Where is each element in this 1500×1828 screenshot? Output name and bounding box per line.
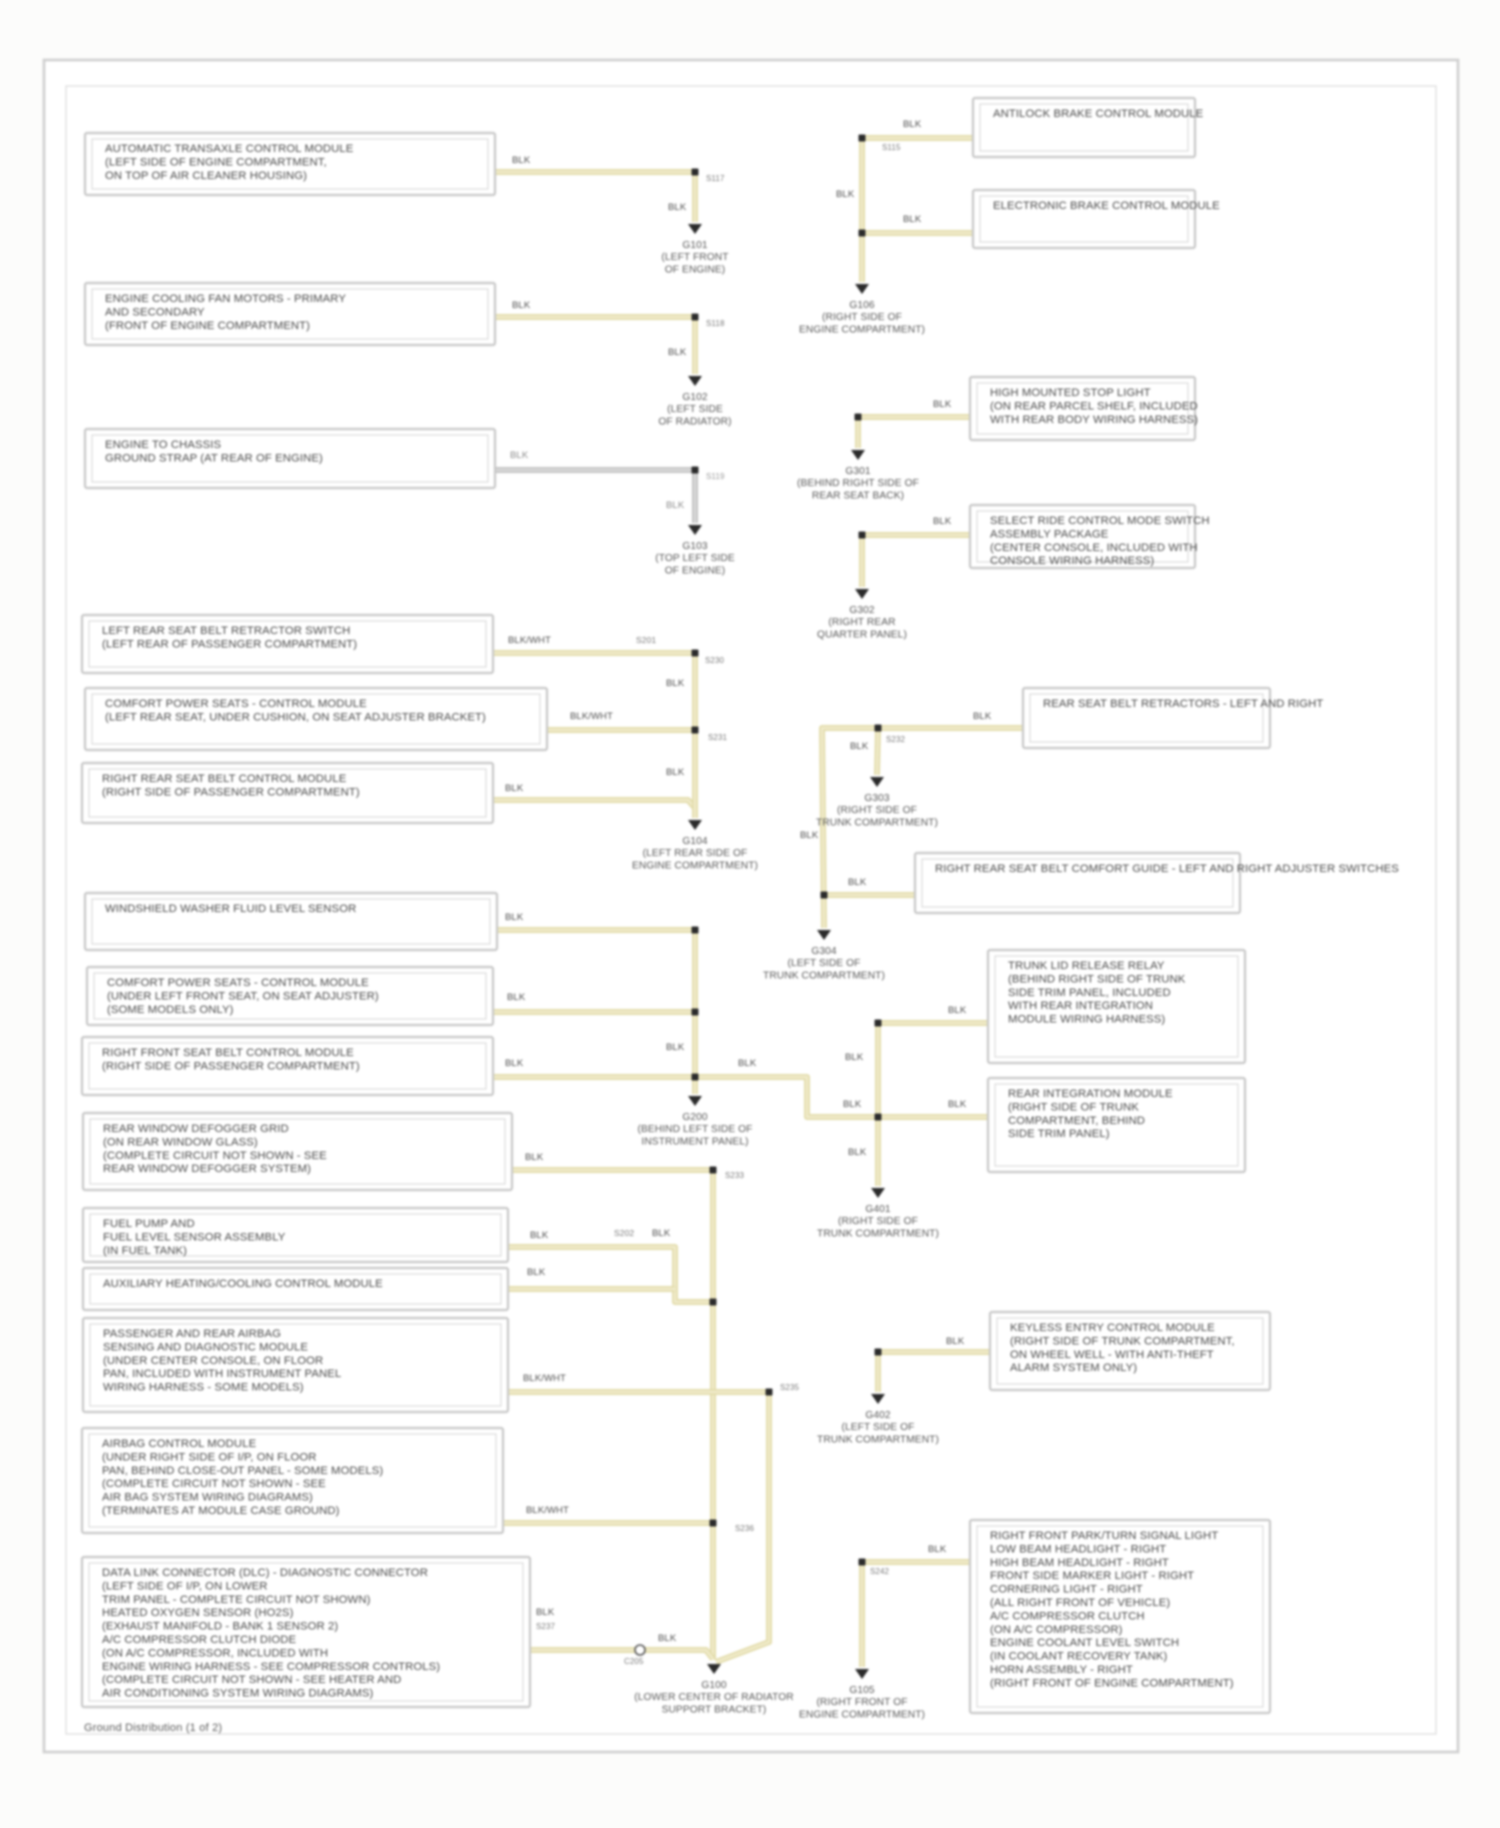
wire-label: BLK	[512, 300, 531, 311]
component-label-line: ON TOP OF AIR CLEANER HOUSING)	[105, 169, 307, 182]
component-label-line: PAN, BEHIND CLOSE-OUT PANEL - SOME MODELS)	[102, 1464, 384, 1477]
component-box	[82, 615, 493, 673]
ground-label-line: G303	[864, 793, 890, 804]
ground-label-line: (RIGHT FRONT OF	[816, 1697, 908, 1709]
component-label-line: WINDSHIELD WASHER FLUID LEVEL SENSOR	[105, 903, 357, 915]
ground-label-line: (LEFT SIDE OF	[841, 1422, 915, 1434]
component-label-line: COMFORT POWER SEATS - CONTROL MODULE	[107, 977, 369, 989]
wire-label: S237	[536, 1622, 556, 1631]
component-label-line: ALARM SYSTEM ONLY)	[1010, 1362, 1138, 1375]
wire-label: BLK	[666, 767, 685, 778]
component-label-line: (CENTER CONSOLE, INCLUDED WITH	[990, 541, 1198, 554]
component-label-line: HIGH MOUNTED STOP LIGHT	[990, 387, 1151, 399]
wire-label: BLK	[850, 741, 869, 752]
component-box	[83, 1208, 508, 1262]
component-label-line: RIGHT FRONT SEAT BELT CONTROL MODULE	[102, 1047, 354, 1059]
component-box-border	[973, 98, 1195, 157]
ground-label-line: OF ENGINE)	[664, 565, 726, 577]
component-label-line: AIR BAG SYSTEM WIRING DIAGRAMS)	[102, 1491, 313, 1504]
ground-label-line: G401	[865, 1204, 891, 1215]
wire-label: BLK	[510, 450, 529, 461]
wire-label: S235	[780, 1383, 800, 1392]
component-label-line: GROUND STRAP (AT REAR OF ENGINE)	[105, 452, 323, 465]
component-label-line: DATA LINK CONNECTOR (DLC) - DIAGNOSTIC CONNECTOR	[102, 1567, 428, 1579]
component-label-line: (LEFT REAR OF PASSENGER COMPARTMENT)	[102, 638, 358, 651]
component-label-line: AUTOMATIC TRANSAXLE CONTROL MODULE	[105, 143, 354, 155]
component-label-line: (EXHAUST MANIFOLD - BANK 1 SENSOR 2)	[102, 1620, 339, 1633]
ground-label-line: G302	[849, 605, 875, 616]
component-label-line: REAR SEAT BELT RETRACTORS - LEFT AND RIGHT	[1043, 698, 1324, 710]
wire-label: BLK	[668, 202, 687, 213]
ground-label-line: (RIGHT SIDE OF	[838, 1216, 918, 1228]
component-label-line: COMPARTMENT, BEHIND	[1008, 1114, 1146, 1127]
diagram-caption: Ground Distribution (1 of 2)	[84, 1722, 223, 1734]
wire-label: BLK	[848, 877, 867, 888]
component-label-line: (IN COOLANT RECOVERY TANK)	[990, 1650, 1168, 1663]
wire-label: S202	[614, 1228, 635, 1238]
wire-label: BLK	[933, 516, 952, 527]
splice-junction	[875, 1114, 882, 1121]
wire-label: S119	[706, 472, 725, 481]
component-label-line: ELECTRONIC BRAKE CONTROL MODULE	[993, 200, 1220, 212]
splice-junction	[692, 314, 699, 321]
wire-label: BLK/WHT	[526, 1505, 569, 1516]
wire-label: BLK	[843, 1099, 862, 1110]
wire-label: BLK	[536, 1607, 555, 1618]
component-box	[82, 1557, 530, 1707]
component-box	[82, 1037, 493, 1095]
component-box	[990, 1312, 1270, 1390]
splice-junction	[692, 169, 699, 176]
splice-junction	[766, 1389, 773, 1396]
component-label-line: RIGHT REAR SEAT BELT CONTROL MODULE	[102, 773, 347, 785]
ground-label-line: TRUNK COMPARTMENT)	[763, 970, 885, 982]
wire-label: BLK/WHT	[508, 635, 551, 646]
component-label-line: (TERMINATES AT MODULE CASE GROUND)	[102, 1505, 340, 1517]
splice-junction	[821, 892, 828, 899]
ground-label-line: ENGINE COMPARTMENT)	[798, 324, 926, 336]
component-box	[970, 505, 1210, 568]
component-box	[973, 190, 1220, 248]
ground-label-line: OF ENGINE)	[664, 264, 726, 276]
ground-label-line: (LOWER CENTER OF RADIATOR	[634, 1692, 794, 1704]
wire-label: BLK	[505, 912, 524, 923]
wire-label: BLK	[666, 1042, 685, 1053]
wire-core	[877, 728, 878, 775]
wire-label: BLK	[903, 119, 922, 130]
component-label-line: (LEFT SIDE OF ENGINE COMPARTMENT,	[105, 156, 327, 169]
wire-label: BLK	[848, 1147, 867, 1158]
component-label-line: HORN ASSEMBLY - RIGHT	[990, 1664, 1133, 1676]
ground-label-line: (RIGHT SIDE OF	[822, 312, 902, 324]
ground-label-line: (BEHIND LEFT SIDE OF	[637, 1124, 753, 1136]
component-label-line: (FRONT OF ENGINE COMPARTMENT)	[105, 319, 310, 332]
splice-junction	[859, 135, 866, 142]
ground-label-line: TRUNK COMPARTMENT)	[817, 1434, 939, 1446]
wire-label: BLK	[800, 830, 819, 841]
component-label-line: FUEL LEVEL SENSOR ASSEMBLY	[103, 1231, 286, 1244]
ground-label-line: G200	[682, 1112, 708, 1123]
component-label-line: REAR WINDOW DEFOGGER GRID	[103, 1123, 289, 1135]
wire-label: BLK	[507, 992, 526, 1003]
wire-label: S230	[705, 656, 725, 665]
component-label-line: CORNERING LIGHT - RIGHT	[990, 1583, 1143, 1596]
ground-label-line: (LEFT SIDE	[667, 404, 723, 416]
wire-label: BLK	[928, 1544, 947, 1555]
component-label-line: SIDE TRIM PANEL)	[1008, 1128, 1110, 1141]
splice-junction	[692, 650, 699, 657]
ground-label-line: G105	[849, 1685, 875, 1696]
component-label-line: SENSING AND DIAGNOSTIC MODULE	[103, 1341, 309, 1354]
splice-junction	[692, 1074, 699, 1081]
ground-label-line: G101	[682, 240, 708, 251]
ground-label-line: TRUNK COMPARTMENT)	[816, 817, 938, 829]
wire-label: C205	[624, 1657, 644, 1666]
wire-label: BLK	[948, 1005, 967, 1016]
ground-label-line: (BEHIND RIGHT SIDE OF	[797, 478, 919, 490]
component-box	[83, 1268, 508, 1310]
component-box	[87, 967, 493, 1025]
component-label-line: (COMPLETE CIRCUIT NOT SHOWN - SEE	[103, 1149, 327, 1162]
wire-label: S115	[882, 143, 901, 152]
wire-label: BLK/WHT	[570, 711, 613, 722]
component-label-line: ENGINE TO CHASSIS	[105, 439, 222, 451]
wire-label: BLK	[525, 1152, 544, 1163]
wire-label: BLK	[973, 711, 992, 722]
wire-label: BLK/WHT	[523, 1373, 566, 1384]
component-box	[973, 98, 1204, 157]
component-box	[83, 1318, 508, 1412]
component-box	[83, 1113, 512, 1190]
wire-label: BLK	[933, 399, 952, 410]
component-label-line: AND SECONDARY	[105, 306, 205, 319]
ground-label-line: (LEFT SIDE OF	[787, 958, 861, 970]
component-label-line: REAR WINDOW DEFOGGER SYSTEM)	[103, 1163, 312, 1176]
component-label-line: ON WHEEL WELL - WITH ANTI-THEFT	[1010, 1348, 1214, 1361]
splice-junction	[692, 1009, 699, 1016]
component-label-line: LEFT REAR SEAT BELT RETRACTOR SWITCH	[102, 625, 351, 637]
component-label-line: (ON A/C COMPRESSOR)	[990, 1623, 1123, 1636]
splice-junction	[859, 532, 866, 539]
component-label-line: (RIGHT SIDE OF TRUNK COMPARTMENT,	[1010, 1335, 1235, 1348]
splice-junction	[855, 414, 862, 421]
component-label-line: (LEFT REAR SEAT, UNDER CUSHION, ON SEAT ADJUSTER BRACKET)	[105, 711, 486, 724]
component-label-line: ASSEMBLY PACKAGE	[990, 528, 1109, 541]
component-label-line: RIGHT REAR SEAT BELT COMFORT GUIDE - LEFT AND RIGHT ADJUSTER SWITCHES	[935, 863, 1399, 875]
component-label-line: (RIGHT SIDE OF PASSENGER COMPARTMENT)	[102, 786, 360, 799]
component-label-line: AIRBAG CONTROL MODULE	[102, 1438, 257, 1450]
component-label-line: (IN FUEL TANK)	[103, 1244, 188, 1257]
component-label-line: A/C COMPRESSOR CLUTCH	[990, 1610, 1145, 1623]
wire-label: S233	[725, 1171, 745, 1180]
wire-label: BLK	[845, 1052, 864, 1063]
splice-junction	[692, 727, 699, 734]
ground-label-line: G301	[845, 466, 871, 477]
wire-label: BLK	[946, 1336, 965, 1347]
component-label-line: (ALL RIGHT FRONT OF VEHICLE)	[990, 1597, 1171, 1609]
ground-label-line: (RIGHT SIDE OF	[837, 805, 917, 817]
component-label-line: ENGINE WIRING HARNESS - SEE COMPRESSOR CONTROLS)	[102, 1660, 441, 1673]
wire-label: BLK	[658, 1633, 677, 1644]
component-label-line: AUXILIARY HEATING/COOLING CONTROL MODULE	[103, 1278, 383, 1290]
component-label-line: MODULE WIRING HARNESS)	[1008, 1013, 1166, 1026]
ground-label-line: (LEFT FRONT	[661, 252, 729, 264]
component-label-line: (ON A/C COMPRESSOR, INCLUDED WITH	[102, 1647, 329, 1660]
ground-label-line: (LEFT REAR SIDE OF	[642, 848, 748, 860]
wire-label: BLK	[505, 1058, 524, 1069]
component-label-line: (UNDER CENTER CONSOLE, ON FLOOR	[103, 1354, 324, 1367]
splice-junction	[875, 1349, 882, 1356]
component-label-line: RIGHT FRONT PARK/TURN SIGNAL LIGHT	[990, 1530, 1219, 1542]
component-box	[85, 283, 495, 345]
component-label-line: (ON REAR WINDOW GLASS)	[103, 1136, 258, 1149]
component-label-line: (SOME MODELS ONLY)	[107, 1003, 234, 1016]
component-box-border	[85, 893, 497, 950]
ground-label-line: ENGINE COMPARTMENT)	[631, 860, 759, 872]
component-box	[970, 377, 1198, 440]
splice-junction	[692, 467, 699, 474]
ground-label-line: TRUNK COMPARTMENT)	[817, 1228, 939, 1240]
ground-label-line: OF RADIATOR)	[658, 416, 732, 428]
component-label-line: (RIGHT SIDE OF PASSENGER COMPARTMENT)	[102, 1060, 360, 1073]
wire-label: S117	[706, 174, 725, 183]
ground-label-line: SUPPORT BRACKET)	[661, 1704, 767, 1716]
component-label-line: WITH REAR INTEGRATION	[1008, 1000, 1153, 1013]
wire-label: BLK	[836, 189, 855, 200]
ground-label-line: (RIGHT REAR	[828, 617, 896, 629]
wire-label: BLK	[668, 347, 687, 358]
splice-junction	[692, 927, 699, 934]
component-box	[85, 133, 495, 195]
component-label-line: FUEL PUMP AND	[103, 1218, 195, 1230]
component-label-line: (LEFT SIDE OF I/P, ON LOWER	[102, 1580, 268, 1593]
splice-junction	[875, 725, 882, 732]
inline-connector-icon	[635, 1645, 645, 1655]
wire-label: S201	[636, 635, 657, 645]
wire-label: S231	[708, 733, 728, 742]
splice-junction	[710, 1520, 717, 1527]
wire-label: BLK	[948, 1099, 967, 1110]
component-label-line: (UNDER LEFT FRONT SEAT, ON SEAT ADJUSTER)	[107, 990, 379, 1003]
component-label-line: WIRING HARNESS - SOME MODELS)	[103, 1381, 304, 1394]
splice-junction	[710, 1299, 717, 1306]
ground-label-line: G402	[865, 1410, 891, 1421]
splice-junction	[859, 1559, 866, 1566]
component-box-border	[915, 853, 1240, 913]
ground-label-line: G106	[849, 300, 875, 311]
wire-label: S118	[706, 319, 725, 328]
ground-label-line: G103	[682, 541, 708, 552]
wire-label: BLK	[505, 783, 524, 794]
component-box	[85, 688, 547, 750]
component-label-line: ENGINE COOLANT LEVEL SWITCH	[990, 1637, 1180, 1650]
component-label-line: AIR CONDITIONING SYSTEM WIRING DIAGRAMS)	[102, 1687, 374, 1700]
wire-label: BLK	[530, 1230, 549, 1241]
component-label-line: CONSOLE WIRING HARNESS)	[990, 555, 1155, 568]
component-label-line: (COMPLETE CIRCUIT NOT SHOWN - SEE	[102, 1478, 326, 1491]
splice-junction	[859, 230, 866, 237]
ground-label-line: G100	[701, 1680, 727, 1691]
component-label-line: KEYLESS ENTRY CONTROL MODULE	[1010, 1322, 1215, 1334]
wire-label: S232	[886, 735, 906, 744]
component-label-line: SIDE TRIM PANEL, INCLUDED	[1008, 986, 1171, 999]
component-label-line: (COMPLETE CIRCUIT NOT SHOWN - SEE HEATER AND	[102, 1674, 402, 1687]
component-box	[85, 893, 497, 950]
component-box	[82, 763, 493, 823]
component-label-line: (UNDER RIGHT SIDE OF I/P, ON FLOOR	[102, 1451, 317, 1464]
component-label-line: PAN, INCLUDED WITH INSTRUMENT PANEL	[103, 1368, 342, 1381]
ground-label-line: G102	[682, 392, 708, 403]
wire-label: S242	[870, 1567, 890, 1576]
component-label-line: (ON REAR PARCEL SHELF, INCLUDED	[990, 400, 1198, 413]
ground-label-line: REAR SEAT BACK)	[811, 490, 905, 502]
component-box-border	[1023, 688, 1270, 748]
wire-label: BLK	[666, 500, 685, 511]
wire-label: S236	[735, 1524, 755, 1533]
wire-label: BLK	[738, 1058, 757, 1069]
wire-label: BLK	[666, 678, 685, 689]
component-label-line: PASSENGER AND REAR AIRBAG	[103, 1328, 282, 1340]
component-label-line: FRONT SIDE MARKER LIGHT - RIGHT	[990, 1570, 1195, 1583]
ground-label-line: G104	[682, 836, 708, 847]
ground-label-line: G304	[811, 946, 837, 957]
component-label-line: ANTILOCK BRAKE CONTROL MODULE	[993, 108, 1204, 120]
component-label-line: REAR INTEGRATION MODULE	[1008, 1088, 1173, 1100]
splice-junction	[875, 1020, 882, 1027]
ground-label-line: ENGINE COMPARTMENT)	[798, 1709, 926, 1721]
wire-label: BLK	[527, 1267, 546, 1278]
component-box	[988, 1078, 1245, 1172]
component-label-line: ENGINE COOLING FAN MOTORS - PRIMARY	[105, 293, 346, 305]
component-label-line: TRIM PANEL - COMPLETE CIRCUIT NOT SHOWN)	[102, 1593, 371, 1606]
ground-label-line: (TOP LEFT SIDE	[655, 553, 735, 565]
component-label-line: TRUNK LID RELEASE RELAY	[1008, 960, 1165, 972]
component-label-line: COMFORT POWER SEATS - CONTROL MODULE	[105, 698, 367, 710]
splice-junction	[710, 1167, 717, 1174]
component-label-line: HEATED OXYGEN SENSOR (HO2S)	[102, 1607, 294, 1620]
component-box	[85, 429, 495, 488]
ground-label-line: INSTRUMENT PANEL)	[641, 1136, 749, 1148]
component-label-line: A/C COMPRESSOR CLUTCH DIODE	[102, 1634, 297, 1646]
component-label-line: SELECT RIDE CONTROL MODE SWITCH	[990, 515, 1210, 527]
component-label-line: (RIGHT SIDE OF TRUNK	[1008, 1101, 1139, 1114]
component-label-line: (BEHIND RIGHT SIDE OF TRUNK	[1008, 973, 1186, 986]
wire-label: BLK	[903, 214, 922, 225]
ground-label-line: QUARTER PANEL)	[817, 629, 907, 641]
component-label-line: WITH REAR BODY WIRING HARNESS)	[990, 413, 1199, 426]
component-label-line: (RIGHT FRONT OF ENGINE COMPARTMENT)	[990, 1677, 1234, 1690]
wire-label: BLK	[512, 155, 531, 166]
component-box	[970, 1520, 1270, 1713]
component-box-border	[973, 190, 1195, 248]
component-box	[988, 950, 1245, 1063]
wire-label: BLK	[652, 1228, 671, 1239]
component-label-line: LOW BEAM HEADLIGHT - RIGHT	[990, 1543, 1167, 1556]
component-label-line: HIGH BEAM HEADLIGHT - RIGHT	[990, 1556, 1169, 1569]
component-box	[82, 1428, 503, 1533]
